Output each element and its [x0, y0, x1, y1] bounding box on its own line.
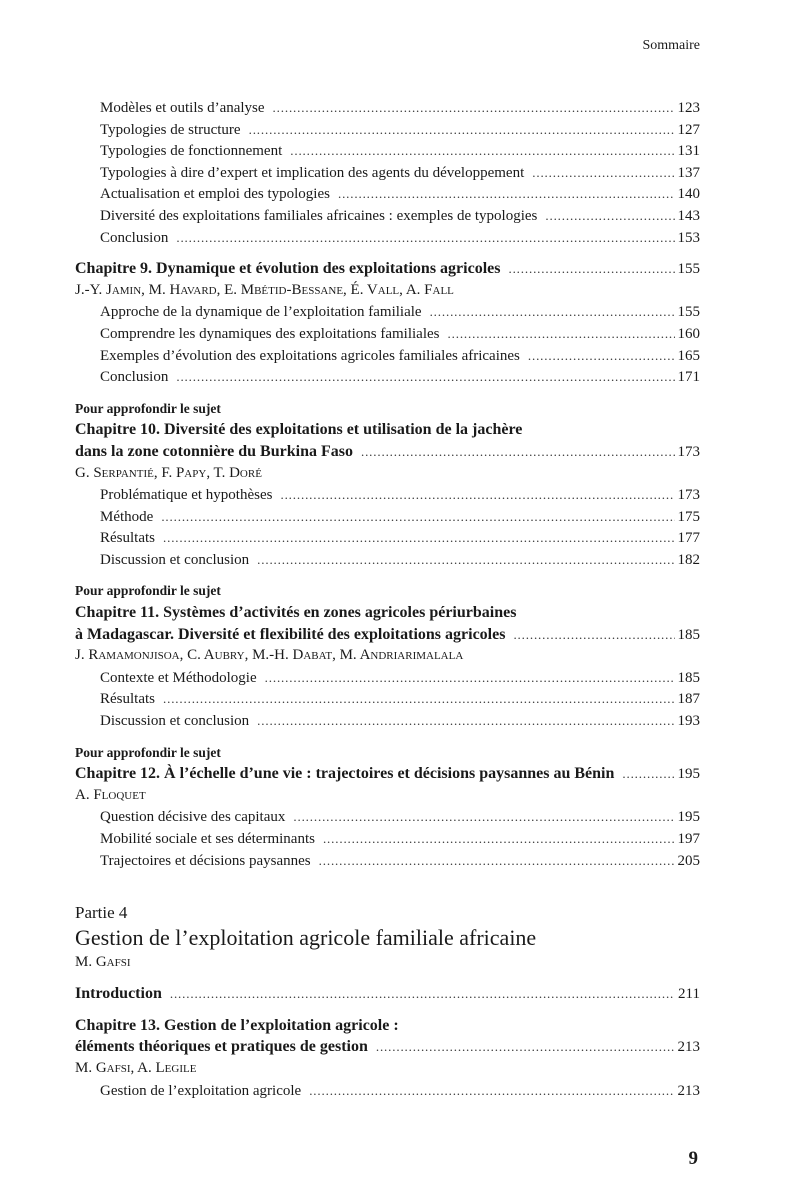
- entry-page-number: 195: [677, 766, 700, 783]
- chapter-title-line[interactable]: [75, 983, 700, 1005]
- entry-page-number: 213: [677, 1039, 700, 1056]
- entry-label: Résultats: [100, 530, 155, 547]
- chapter-block: [75, 983, 700, 1005]
- section-entry[interactable]: [75, 97, 700, 119]
- chapter-block: [75, 398, 700, 571]
- entry-page-number: 182: [677, 551, 700, 568]
- entry-label: Trajectoires et décisions paysannes: [100, 852, 311, 869]
- entry-label: Discussion et conclusion: [100, 713, 250, 730]
- entry-label: Approche de la dynamique de l’exploitation familiale: [100, 304, 422, 321]
- table-of-contents: [75, 97, 700, 1101]
- section-entry[interactable]: [75, 323, 700, 345]
- section-entry[interactable]: [75, 506, 700, 528]
- chapter-kicker: Pour approfondir le sujet: [75, 400, 221, 416]
- chapter-title-line[interactable]: [75, 624, 700, 646]
- chapter-block: [75, 580, 700, 731]
- section-entry[interactable]: [75, 162, 700, 184]
- dot-leader: [376, 1036, 675, 1058]
- section-entry[interactable]: [75, 688, 700, 710]
- chapter-title-line[interactable]: [75, 258, 700, 280]
- page-number: 9: [688, 1148, 698, 1169]
- dot-leader: [508, 258, 674, 280]
- dot-leader: [532, 162, 674, 184]
- section-entry[interactable]: [75, 119, 700, 141]
- section-entry[interactable]: [75, 828, 700, 850]
- entry-label: Comprendre les dynamiques des exploitations familiales: [100, 325, 440, 342]
- dot-leader: [280, 484, 674, 506]
- entry-page-number: 185: [677, 669, 700, 686]
- dot-leader: [319, 850, 675, 872]
- section-entry[interactable]: [75, 205, 700, 227]
- chapter-title-line[interactable]: [75, 441, 700, 463]
- chapter-title-line[interactable]: [75, 419, 700, 441]
- chapter-heading: [75, 258, 700, 280]
- entry-label: Chapitre 10. Diversité des exploitations et utilisation de la jachère: [75, 421, 523, 439]
- dot-leader: [176, 227, 674, 249]
- continued-sections: [75, 97, 700, 248]
- entry-label: Contexte et Méthodologie: [100, 669, 257, 686]
- part-label: Partie 4: [75, 903, 128, 923]
- entry-page-number: 123: [677, 100, 700, 116]
- dot-leader: [622, 763, 674, 785]
- entry-label: Modèles et outils d’analyse: [100, 100, 265, 116]
- entry-page-number: 131: [677, 143, 700, 160]
- entry-label: Typologies de structure: [100, 121, 241, 138]
- dot-leader: [290, 140, 674, 162]
- entry-label: Chapitre 9. Dynamique et évolution des exploitations agricoles: [75, 260, 501, 278]
- entry-label: Chapitre 11. Systèmes d’activités en zones agricoles périurbaines: [75, 604, 517, 622]
- section-entry[interactable]: [75, 527, 700, 549]
- dot-leader: [293, 806, 674, 828]
- chapter-authors: J.-Y. Jamin, M. Havard, E. Mbétid-Bessane, É. Vall, A. Fall: [75, 281, 454, 298]
- dot-leader: [249, 119, 675, 141]
- section-entry[interactable]: [75, 1080, 700, 1102]
- chapter-heading: [75, 983, 700, 1005]
- section-entry[interactable]: [75, 484, 700, 506]
- dot-leader: [448, 323, 675, 345]
- dot-leader: [257, 710, 674, 732]
- chapter-heading: [75, 602, 700, 645]
- chapter-block: [75, 1015, 700, 1101]
- section-entry[interactable]: [75, 549, 700, 571]
- chapter-title-line[interactable]: [75, 1015, 700, 1037]
- entry-page-number: 173: [677, 443, 700, 460]
- entry-label: à Madagascar. Diversité et flexibilité des exploitations agricoles: [75, 625, 506, 643]
- entry-label: Chapitre 13. Gestion de l’exploitation agricole :: [75, 1016, 399, 1034]
- dot-leader: [528, 345, 675, 367]
- entry-page-number: 197: [677, 831, 700, 847]
- dot-leader: [163, 688, 675, 710]
- entry-page-number: 153: [677, 229, 700, 246]
- entry-page-number: 160: [677, 325, 700, 342]
- section-entry[interactable]: [75, 301, 700, 323]
- entry-label: Problématique et hypothèses: [100, 487, 273, 504]
- part-author: M. Gafsi: [75, 954, 131, 971]
- chapter-title-line[interactable]: [75, 602, 700, 624]
- entry-label: Chapitre 12. À l’échelle d’une vie : trajectoires et décisions paysannes au Bénin: [75, 765, 615, 783]
- entry-page-number: 171: [677, 369, 700, 386]
- entry-label: Résultats: [100, 691, 155, 708]
- entry-label: éléments théoriques et pratiques de gestion: [75, 1038, 368, 1056]
- chapter-kicker: Pour approfondir le sujet: [75, 744, 221, 760]
- entry-page-number: 155: [677, 261, 700, 278]
- dot-leader: [257, 549, 674, 571]
- dot-leader: [338, 183, 675, 205]
- entry-label: Conclusion: [100, 369, 169, 386]
- entry-page-number: 205: [677, 852, 700, 869]
- section-entry[interactable]: [75, 183, 700, 205]
- section-entry[interactable]: [75, 850, 700, 872]
- section-entry[interactable]: [75, 366, 700, 388]
- chapter-title-line[interactable]: [75, 1036, 700, 1058]
- section-entry[interactable]: [75, 806, 700, 828]
- chapter-heading: [75, 763, 700, 785]
- dot-leader: [170, 983, 675, 1005]
- part-title: Gestion de l’exploitation agricole familiale africaine: [75, 925, 537, 951]
- entry-page-number: 165: [677, 347, 700, 364]
- chapter-authors: J. Ramamonjisoa, C. Aubry, M.-H. Dabat, M. Andriarimalala: [75, 647, 464, 664]
- chapter-kicker: Pour approfondir le sujet: [75, 583, 221, 599]
- chapter-authors: A. Floquet: [75, 786, 146, 803]
- dot-leader: [273, 97, 675, 119]
- entry-label: Diversité des exploitations familiales africaines : exemples de typologies: [100, 207, 538, 224]
- entry-page-number: 175: [677, 508, 700, 525]
- section-entry[interactable]: [75, 227, 700, 249]
- entry-label: Typologies de fonctionnement: [100, 143, 283, 160]
- entry-label: Typologies à dire d’expert et implication des agents du développement: [100, 164, 525, 181]
- entry-label: Actualisation et emploi des typologies: [100, 186, 330, 203]
- dot-leader: [430, 301, 675, 323]
- dot-leader: [361, 441, 675, 463]
- entry-page-number: 137: [677, 164, 700, 181]
- section-entry[interactable]: [75, 140, 700, 162]
- entry-label: dans la zone cotonnière du Burkina Faso: [75, 442, 353, 460]
- running-header: Sommaire: [642, 38, 700, 53]
- entry-label: Introduction: [75, 985, 162, 1003]
- chapter-block: [75, 742, 700, 872]
- part-heading: [75, 901, 700, 973]
- dot-leader: [323, 828, 675, 850]
- dot-leader: [309, 1080, 674, 1102]
- entry-page-number: 193: [677, 713, 700, 730]
- chapter-heading: [75, 419, 700, 462]
- section-entry[interactable]: [75, 667, 700, 689]
- dot-leader: [163, 527, 675, 549]
- chapter-title-line[interactable]: [75, 763, 700, 785]
- entry-page-number: 140: [677, 186, 700, 203]
- entry-label: Question décisive des capitaux: [100, 809, 286, 826]
- entry-page-number: 213: [677, 1082, 700, 1099]
- dot-leader: [176, 366, 674, 388]
- section-entry[interactable]: [75, 710, 700, 732]
- entry-page-number: 173: [677, 487, 700, 504]
- dot-leader: [265, 667, 675, 689]
- entry-label: Mobilité sociale et ses déterminants: [100, 831, 315, 847]
- chapter-authors: G. Serpantié, F. Papy, T. Doré: [75, 464, 262, 481]
- dot-leader: [545, 205, 674, 227]
- entry-label: Conclusion: [100, 229, 169, 246]
- entry-page-number: 177: [677, 530, 700, 547]
- dot-leader: [161, 506, 674, 528]
- chapter-block: [75, 258, 700, 388]
- entry-label: Gestion de l’exploitation agricole: [100, 1082, 302, 1099]
- entry-label: Exemples d’évolution des exploitations agricoles familiales africaines: [100, 347, 520, 364]
- entry-page-number: 155: [677, 304, 700, 321]
- entry-page-number: 143: [677, 207, 700, 224]
- entry-page-number: 187: [677, 691, 700, 708]
- section-entry[interactable]: [75, 345, 700, 367]
- dot-leader: [513, 624, 674, 646]
- entry-label: Méthode: [100, 508, 154, 525]
- chapter-heading: [75, 1015, 700, 1058]
- chapter-authors: M. Gafsi, A. Legile: [75, 1059, 197, 1076]
- entry-page-number: 185: [677, 626, 700, 643]
- entry-page-number: 211: [678, 986, 700, 1003]
- entry-page-number: 127: [677, 121, 700, 138]
- entry-page-number: 195: [677, 809, 700, 826]
- entry-label: Discussion et conclusion: [100, 551, 250, 568]
